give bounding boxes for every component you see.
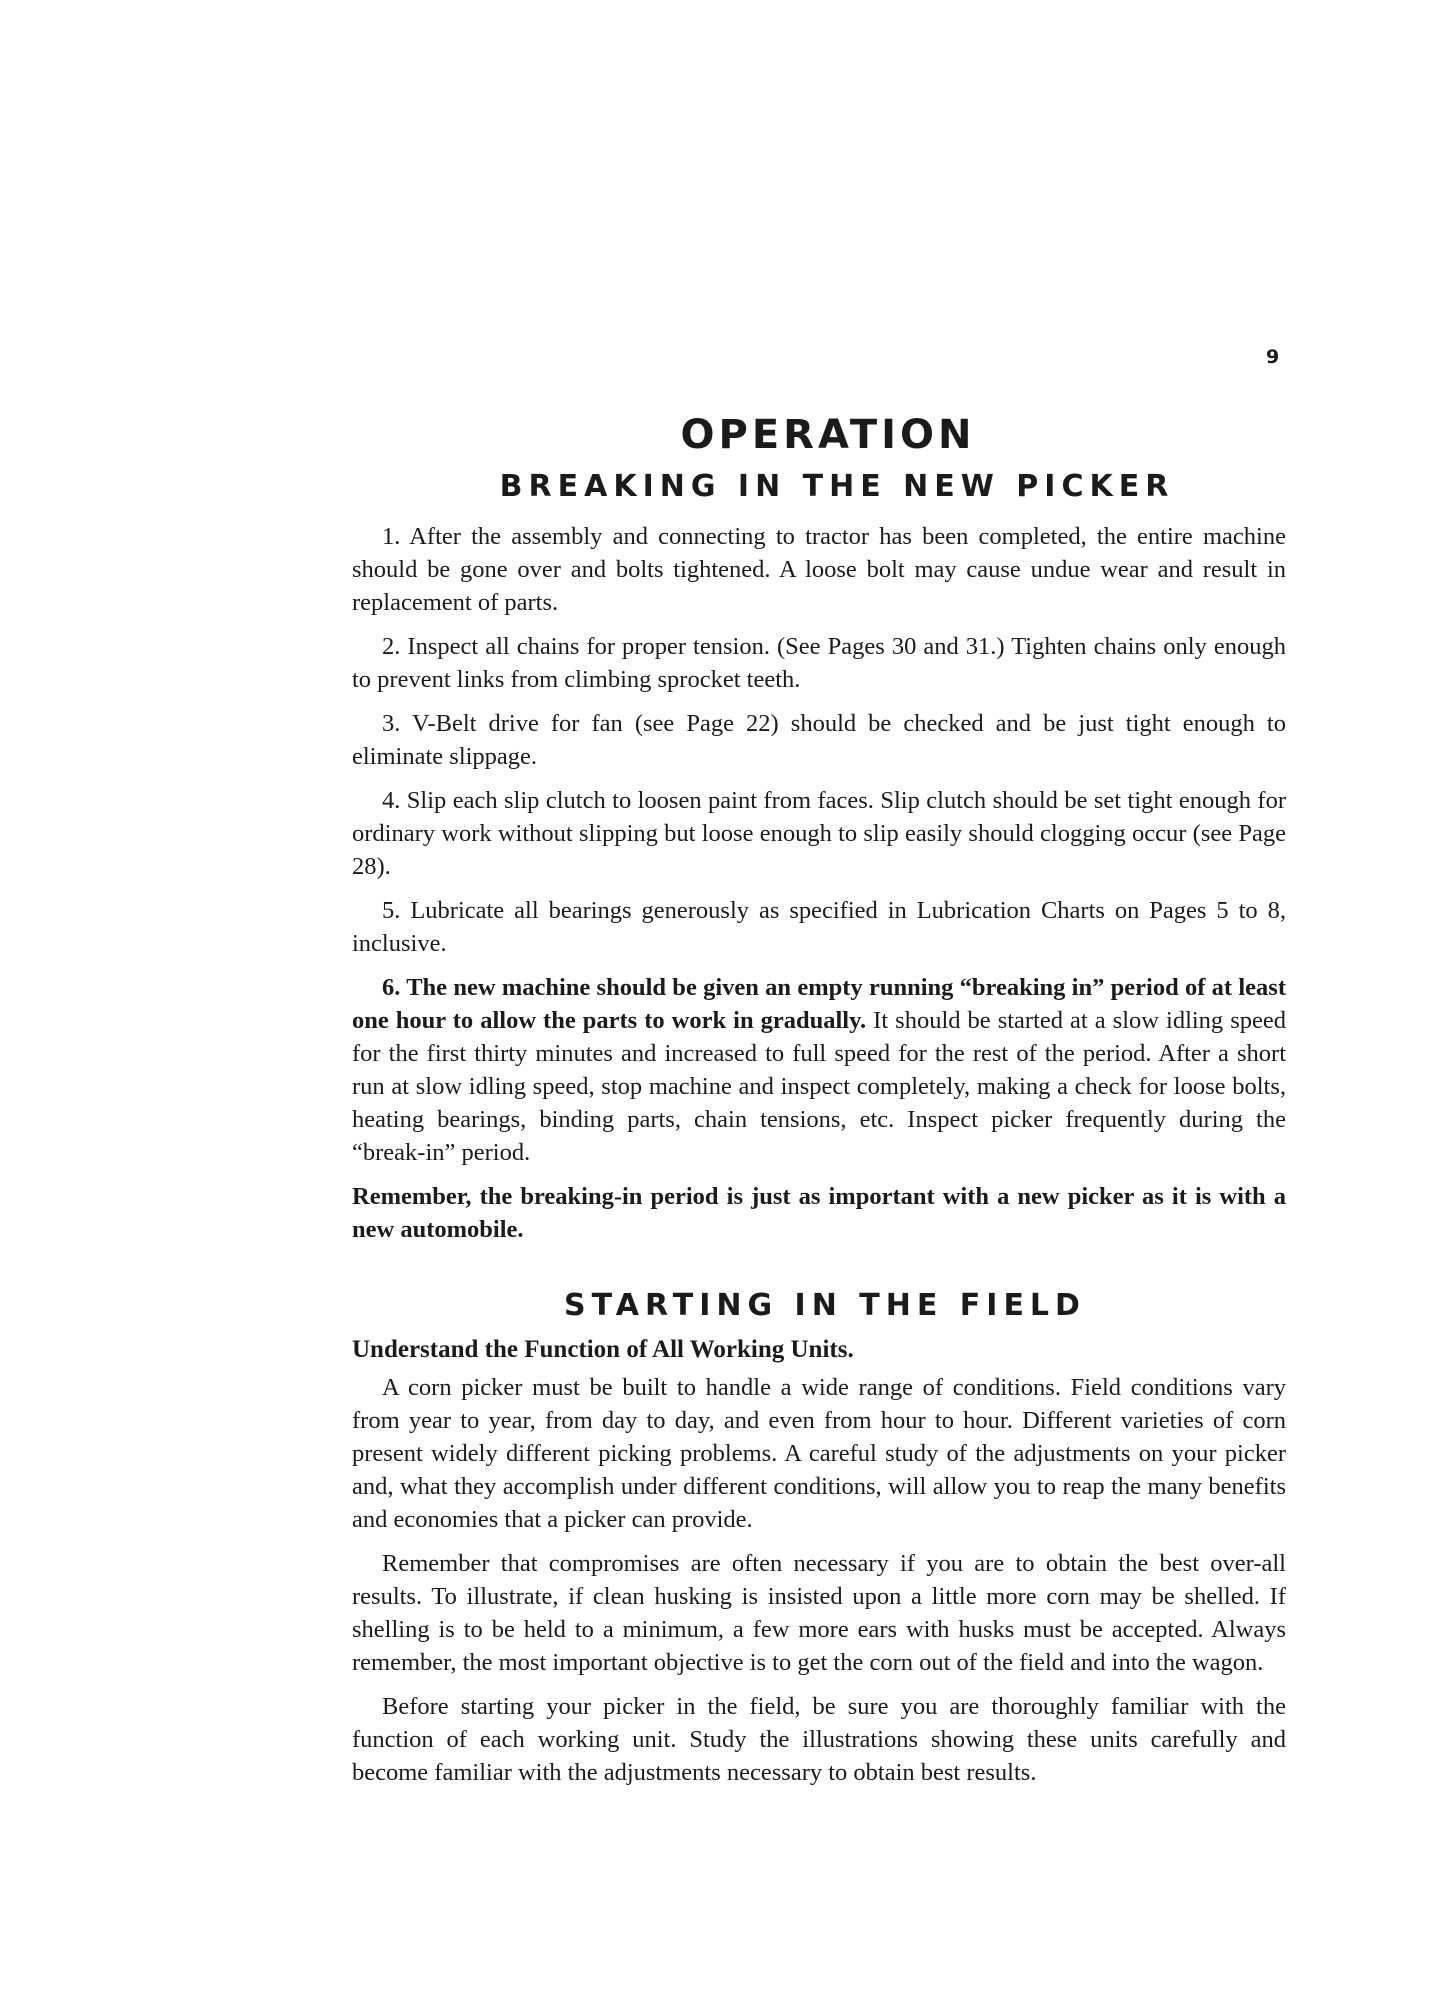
remember-note: Remember, the breaking-in period is just as important with a new picker as it is with a new automobile.: [352, 1183, 1286, 1243]
paragraph-item-6: [352, 971, 1286, 1169]
paragraph-item-3: 3. V-Belt drive for fan (see Page 22) should be checked and be just tight enough to eliminate slippage.: [352, 710, 1286, 770]
paragraph-compromises: Remember that compromises are often necessary if you are to obtain the best over-all results. To illustrate, if clean husking is insisted upon a little more corn may be shelled. If shelling is to be held to a minimum, a few more ears with husks must be accepted. Always remember, the most important objective is to get the corn out of the field and into the wagon.: [352, 1550, 1286, 1676]
paragraph-conditions: A corn picker must be built to handle a wide range of conditions. Field conditions vary from year to year, from day to day, and even from hour to hour. Different varieties of corn present widely different picking problems. A careful study of the adjustments on your picker and, what they accomplish under different conditions, will allow you to reap the many benefits and economies that a picker can provide.: [352, 1374, 1286, 1533]
page-content: [352, 410, 1286, 1800]
paragraph-item-2: 2. Inspect all chains for proper tension. (See Pages 30 and 31.) Tighten chains only enough to prevent links from climbing sprocket teeth.: [352, 633, 1286, 693]
item-6-bold-text: 6. The new machine should be given an empty running “breaking in” period of at least one hour to allow the parts to work in gradually.: [352, 974, 1286, 1034]
page-number: 9: [1266, 346, 1280, 368]
paragraph-item-4: 4. Slip each slip clutch to loosen paint from faces. Slip clutch should be set tight enough for ordinary work without slipping but loose enough to slip easily should clogging occur (see Page 28).: [352, 787, 1286, 880]
paragraph-item-1: 1. After the assembly and connecting to tractor has been completed, the entire machine should be gone over and bolts tightened. A loose bolt may cause undue wear and result in replacement of parts.: [352, 523, 1286, 616]
page-title: OPERATION: [680, 412, 976, 458]
subheading-working-units: Understand the Function of All Working Units.: [352, 1336, 854, 1363]
section-heading-starting-field: STARTING IN THE FIELD: [564, 1288, 1086, 1323]
paragraph-before-starting: Before starting your picker in the field, be sure you are thoroughly familiar with the function of each working unit. Study the illustrations showing these units carefully and become familiar with the adjustments necessary to obtain best results.: [352, 1693, 1286, 1786]
section-heading-breaking-in: BREAKING IN THE NEW PICKER: [499, 469, 1175, 504]
paragraph-item-5: 5. Lubricate all bearings generously as specified in Lubrication Charts on Pages 5 to 8, inclusive.: [352, 897, 1286, 957]
item-6-text: It should be started at a slow idling speed for the first thirty minutes and increased to full speed for the rest of the period. After a short run at slow idling speed, stop machine and inspect completely, making a check for loose bolts, heating bearings, binding parts, chain tensions, etc. Inspect picker frequently during the “break-in” period.: [352, 1007, 1286, 1166]
